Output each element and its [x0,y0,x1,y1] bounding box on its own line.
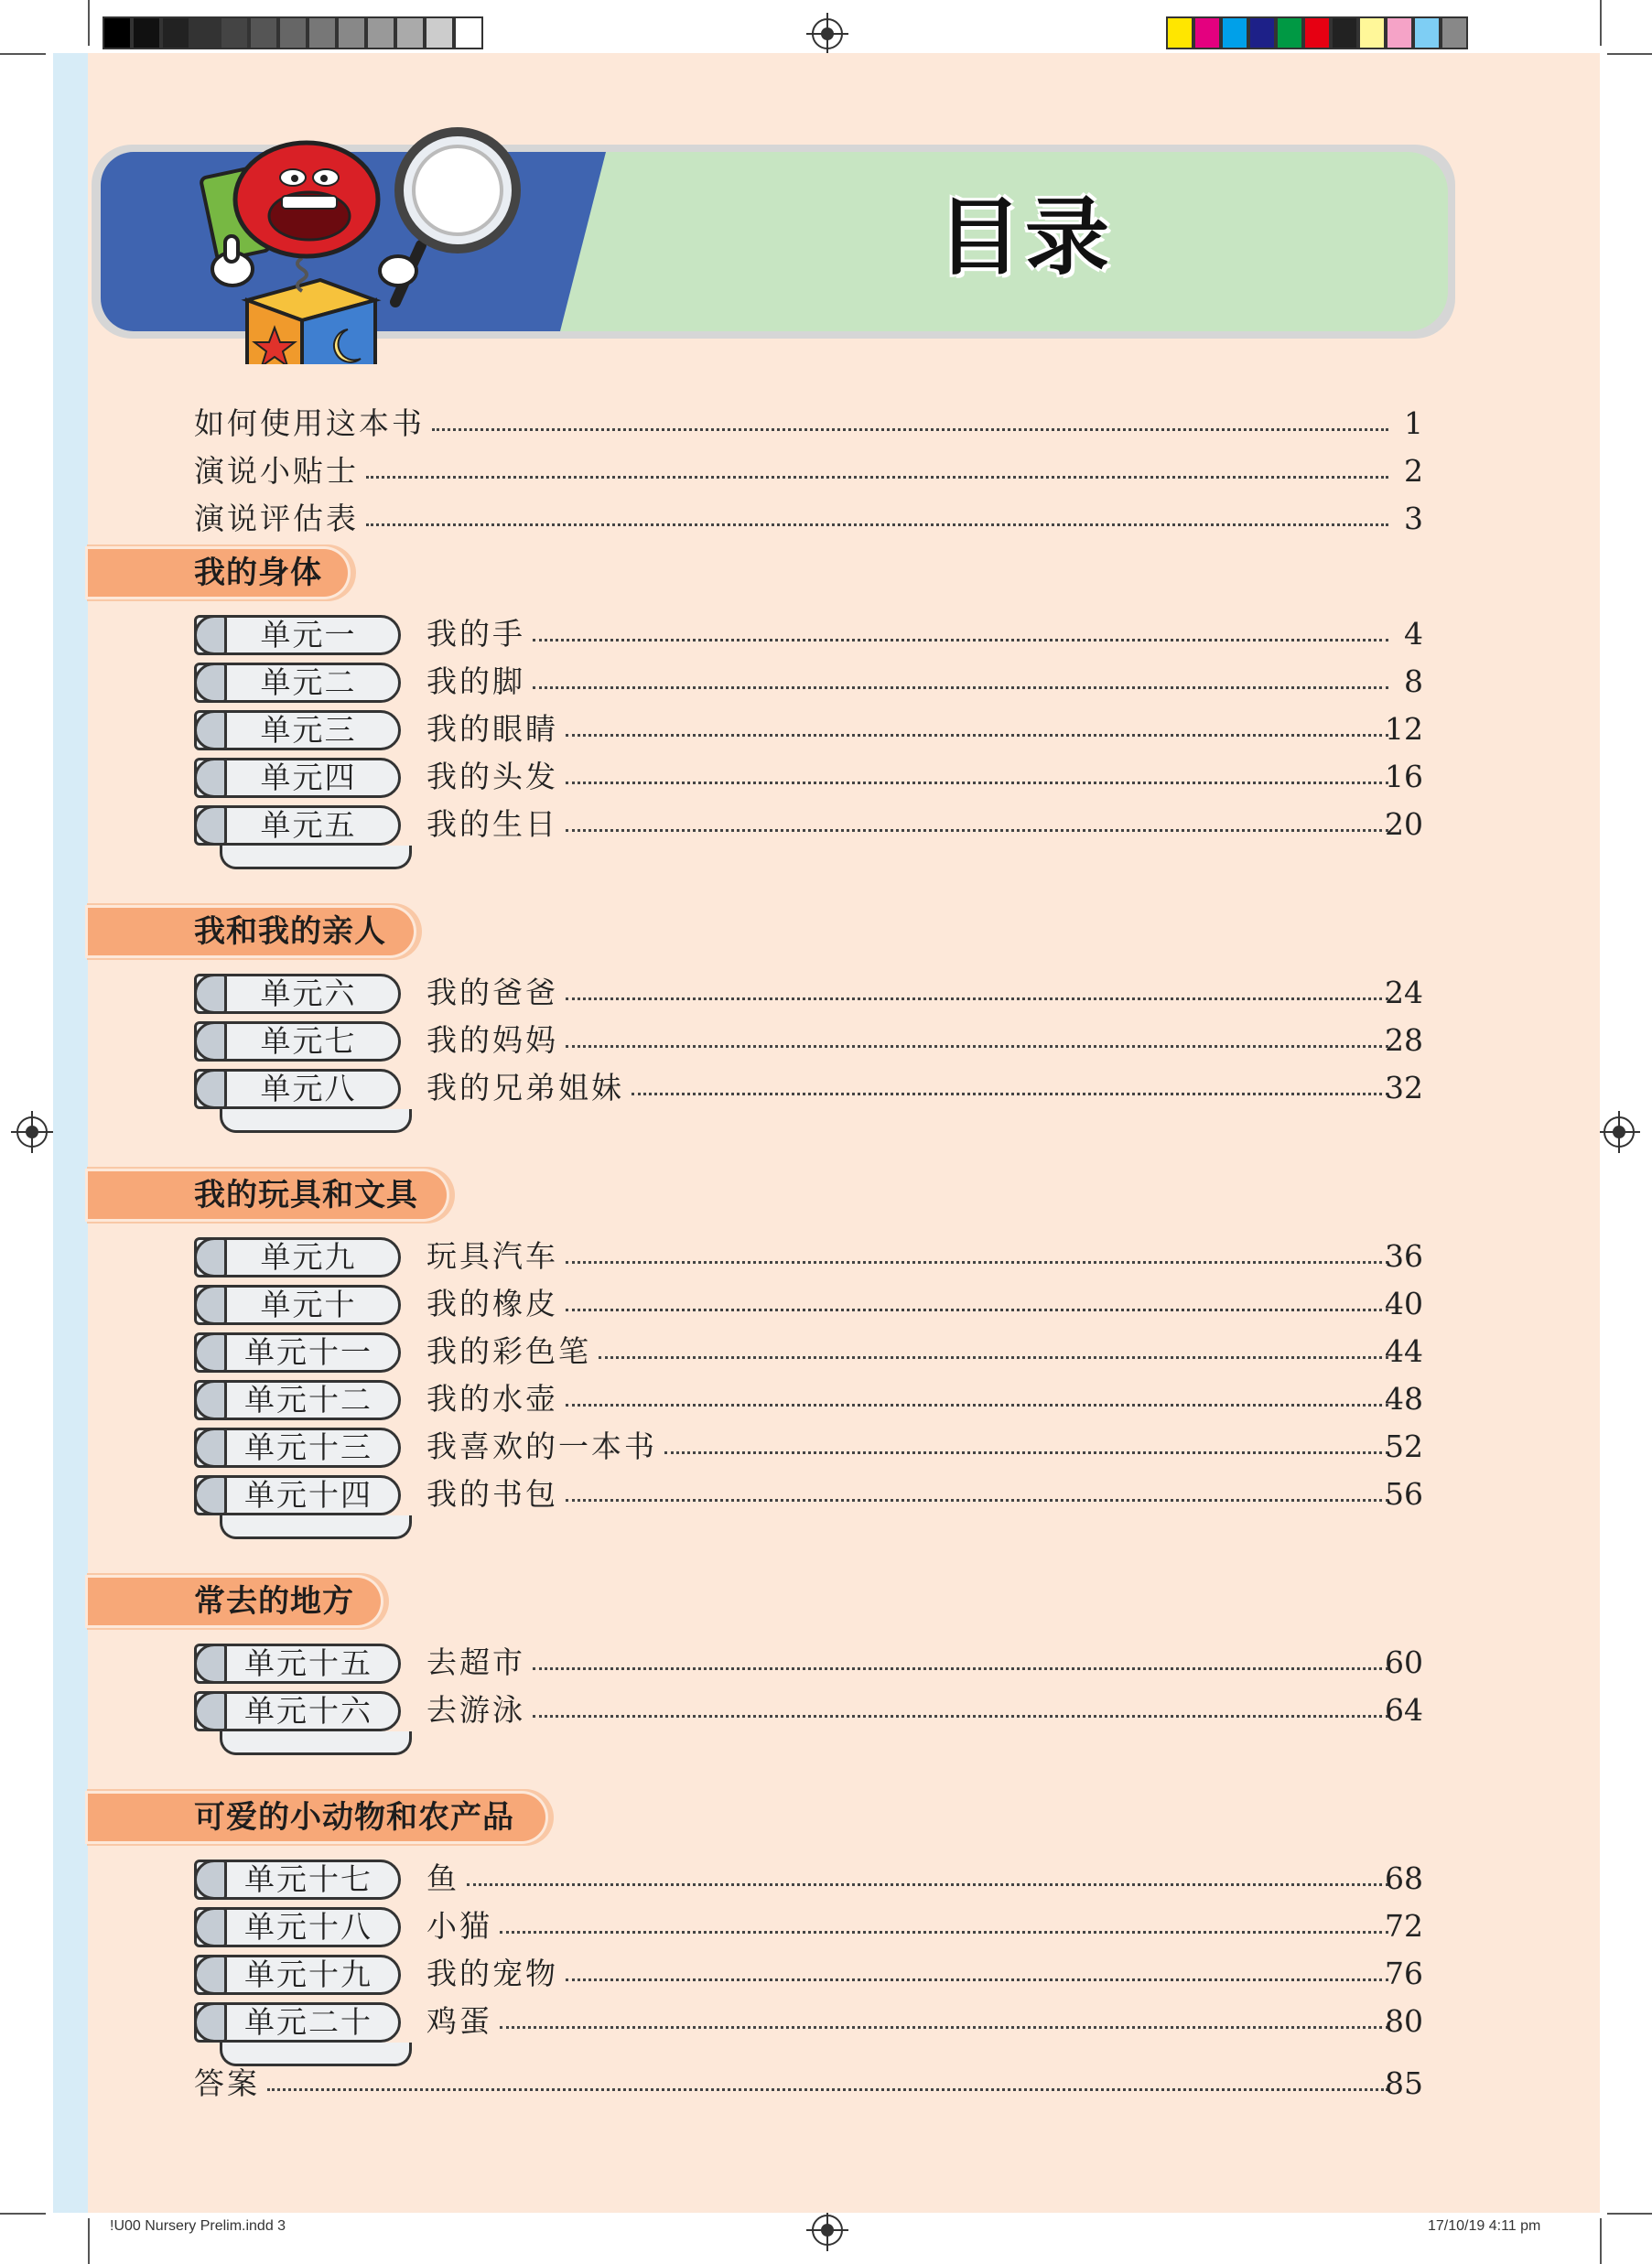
toc-entry-unit[interactable] [0,1331,1652,1373]
color-swatch [1386,16,1413,49]
toc-page-number: 64 [1385,1692,1423,1728]
toc-entry-label: 我的彩色笔 [426,1333,591,1369]
page-title: 目录 [936,189,1113,286]
toc-entry-unit[interactable] [0,972,1652,1014]
toc-entry-label: 鸡蛋 [426,2003,492,2039]
leader-dots [467,1883,1388,1886]
toc-entry-label: 小猫 [426,1908,492,1944]
toc-page-number: 3 [1404,501,1423,536]
toc-entry-label: 我的手 [426,616,525,652]
toc-entry-unit[interactable] [0,1283,1652,1325]
toc-entry-label: 我喜欢的一本书 [426,1428,657,1464]
mouth-character-icon [235,143,378,256]
toc-entry-label: 我的生日 [426,806,558,842]
toc-entry-unit[interactable] [0,1426,1652,1468]
toc-page-number: 52 [1385,1428,1423,1464]
toc-entry-label: 答案 [194,2065,260,2101]
section-heading [88,549,348,597]
toc-entry-label: 演说小贴士 [194,453,359,489]
leader-dots [566,997,1388,1000]
crop-mark-top-right-v [1600,0,1602,46]
unit-number: 单元七 [260,1023,357,1059]
leader-dots [566,1309,1388,1311]
toc-entry-label: 如何使用这本书 [194,405,425,441]
leader-dots [599,1356,1388,1359]
leader-dots [566,1404,1388,1407]
crop-mark-bottom-right-v [1600,2218,1602,2264]
mascot-illustration [192,108,577,364]
color-swatch [1413,16,1441,49]
toc-page-number: 56 [1385,1476,1423,1512]
toc-entry-unit[interactable] [0,1689,1652,1731]
color-swatch [1276,16,1303,49]
crop-mark-bottom-left-v [88,2218,90,2264]
color-swatch [1166,16,1193,49]
unit-number: 单元十九 [244,1957,373,1992]
color-swatch [1248,16,1276,49]
toc-entry-label: 我的水壶 [426,1381,558,1417]
toc-page-number: 20 [1385,806,1423,842]
section-heading [88,1794,545,1841]
toc-entry-unit[interactable] [0,1858,1652,1900]
crop-mark-bottom-right-h [1607,2213,1652,2215]
toc-entry-label: 我的眼睛 [426,711,558,747]
leader-dots [566,1499,1388,1502]
toc-page-number: 72 [1385,1908,1423,1944]
toc-entry-unit[interactable] [0,1235,1652,1278]
crop-mark-top-left-h [0,53,46,55]
toc-page-number: 36 [1385,1238,1423,1274]
gray-swatch [337,16,366,49]
section-title: 我的玩具和文具 [194,1177,418,1213]
gray-swatch [103,16,132,49]
gray-swatch [425,16,454,49]
crop-mark-bottom-left-h [0,2213,46,2215]
toc-page-number: 60 [1385,1644,1423,1680]
section-title: 常去的地方 [194,1583,354,1620]
gray-swatch [308,16,337,49]
toc-page-number: 68 [1385,1860,1423,1896]
toc-entry-unit[interactable] [0,708,1652,750]
leader-dots [566,1045,1388,1048]
toc-entry-intro[interactable] [0,450,1652,492]
toc-entry-label: 我的兄弟姐妹 [426,1070,624,1105]
toc-entry-label: 我的橡皮 [426,1286,558,1321]
unit-number: 单元十二 [244,1382,373,1418]
toc-entry-label: 去游泳 [426,1692,525,1728]
unit-number: 单元十六 [244,1693,373,1729]
unit-number: 单元二 [260,664,357,700]
toc-entry-unit[interactable] [0,1642,1652,1684]
unit-number: 单元五 [260,807,357,843]
unit-number: 单元十八 [244,1909,373,1945]
footer-timestamp: 17/10/19 4:11 pm [1428,2218,1541,2234]
leader-dots [500,2026,1388,2029]
section-heading [88,1578,381,1625]
toc-entry-unit[interactable] [0,661,1652,703]
toc-page-number: 12 [1385,711,1423,747]
toc-page-number: 28 [1385,1022,1423,1058]
unit-number: 单元二十 [244,2004,373,2040]
leader-dots [533,639,1388,641]
unit-number: 单元四 [260,760,357,795]
unit-scroll-tail [220,1515,412,1539]
toc-entry-intro[interactable] [0,403,1652,445]
unit-scroll-tail [220,1109,412,1133]
gray-swatch [249,16,278,49]
leader-dots [432,428,1388,431]
toc-entry-label: 我的头发 [426,759,558,794]
unit-number: 单元八 [260,1071,357,1106]
registration-mark-top [812,18,843,49]
toc-entry-label: 鱼 [426,1860,459,1896]
unit-number: 单元十一 [244,1334,373,1370]
color-swatch [1221,16,1248,49]
leader-dots [500,1931,1388,1934]
gray-swatch [220,16,249,49]
toc-entry-unit[interactable] [0,1019,1652,1062]
toc-entry-unit[interactable] [0,756,1652,798]
unit-number: 单元六 [260,976,357,1011]
registration-mark-right [1603,1116,1635,1148]
unit-number: 单元九 [260,1239,357,1275]
toc-entry-label: 我的书包 [426,1476,558,1512]
leader-dots [366,523,1388,526]
toc-entry-label: 我的妈妈 [426,1022,558,1058]
color-swatch [1441,16,1468,49]
unit-number: 单元十三 [244,1429,373,1465]
toy-box-icon [247,280,375,364]
toc-entry-unit[interactable] [0,2000,1652,2043]
unit-number: 单元十四 [244,1477,373,1513]
leader-dots [566,1261,1388,1264]
unit-number: 单元三 [260,712,357,748]
toc-entry-label: 玩具汽车 [426,1238,558,1274]
toc-entry-unit[interactable] [0,613,1652,655]
section-title: 我的身体 [194,555,322,591]
toc-page-number: 85 [1385,2065,1423,2101]
section-title: 我和我的亲人 [194,913,386,950]
toc-entry-label: 去超市 [426,1644,525,1680]
toc-entry-unit[interactable] [0,1067,1652,1109]
toc-entry-unit[interactable] [0,1378,1652,1420]
toc-entry-intro[interactable] [0,498,1652,540]
footer-file-name: !U00 Nursery Prelim.indd 3 [110,2218,286,2234]
unit-number: 单元十五 [244,1645,373,1681]
gray-swatch [161,16,190,49]
crop-mark-top-right-h [1607,53,1652,55]
registration-mark-left [16,1116,48,1148]
unit-number: 单元十七 [244,1861,373,1897]
toc-page-number: 32 [1385,1070,1423,1105]
gray-swatch [132,16,161,49]
toc-entry-unit[interactable] [0,803,1652,846]
leader-dots [664,1451,1388,1454]
toc-page-number: 44 [1385,1333,1423,1369]
leader-dots [533,1715,1388,1718]
toc-entry-label: 我的宠物 [426,1956,558,1991]
registration-mark-bottom [812,2215,843,2246]
section-heading [88,908,414,955]
leader-dots [366,476,1388,479]
section-heading [88,1171,447,1219]
section-title: 可爱的小动物和农产品 [194,1799,514,1836]
toc-page-number: 2 [1404,453,1423,489]
leader-dots [533,686,1388,689]
color-swatch [1193,16,1221,49]
toc-page-number: 76 [1385,1956,1423,1991]
color-swatch [1303,16,1331,49]
unit-scroll-tail [220,846,412,869]
leader-dots [566,734,1388,737]
leader-dots [632,1093,1388,1095]
toc-page-number: 80 [1385,2003,1423,2039]
toc-page-number: 8 [1404,663,1423,699]
gray-swatch [366,16,395,49]
toc-entry-unit[interactable] [0,1905,1652,1947]
leader-dots [566,1978,1388,1981]
toc-entry-label: 我的脚 [426,663,525,699]
leader-dots [566,829,1388,832]
gray-swatch [190,16,220,49]
toc-page-number: 16 [1385,759,1423,794]
gray-swatch [395,16,425,49]
unit-number: 单元一 [260,617,357,652]
toc-entry-unit[interactable] [0,1473,1652,1515]
unit-number: 单元十 [260,1287,357,1322]
toc-page-number: 24 [1385,975,1423,1010]
toc-entry-label: 我的爸爸 [426,975,558,1010]
leader-dots [267,2088,1388,2091]
gray-swatch [278,16,308,49]
crop-mark-top-left-v [88,0,90,46]
leader-dots [566,782,1388,784]
toc-page-number: 1 [1404,405,1423,441]
magnifying-glass-icon [380,132,516,302]
color-swatch [1358,16,1386,49]
toc-page-number: 48 [1385,1381,1423,1417]
leader-dots [533,1667,1388,1670]
toc-entry-unit[interactable] [0,1953,1652,1995]
unit-scroll-tail [220,1731,412,1755]
toc-page-number: 4 [1404,616,1423,652]
toc-entry-label: 演说评估表 [194,501,359,536]
color-swatch [1331,16,1358,49]
toc-page-number: 40 [1385,1286,1423,1321]
gray-swatch [454,16,483,49]
toc-entry-answers[interactable] [0,2063,1652,2105]
